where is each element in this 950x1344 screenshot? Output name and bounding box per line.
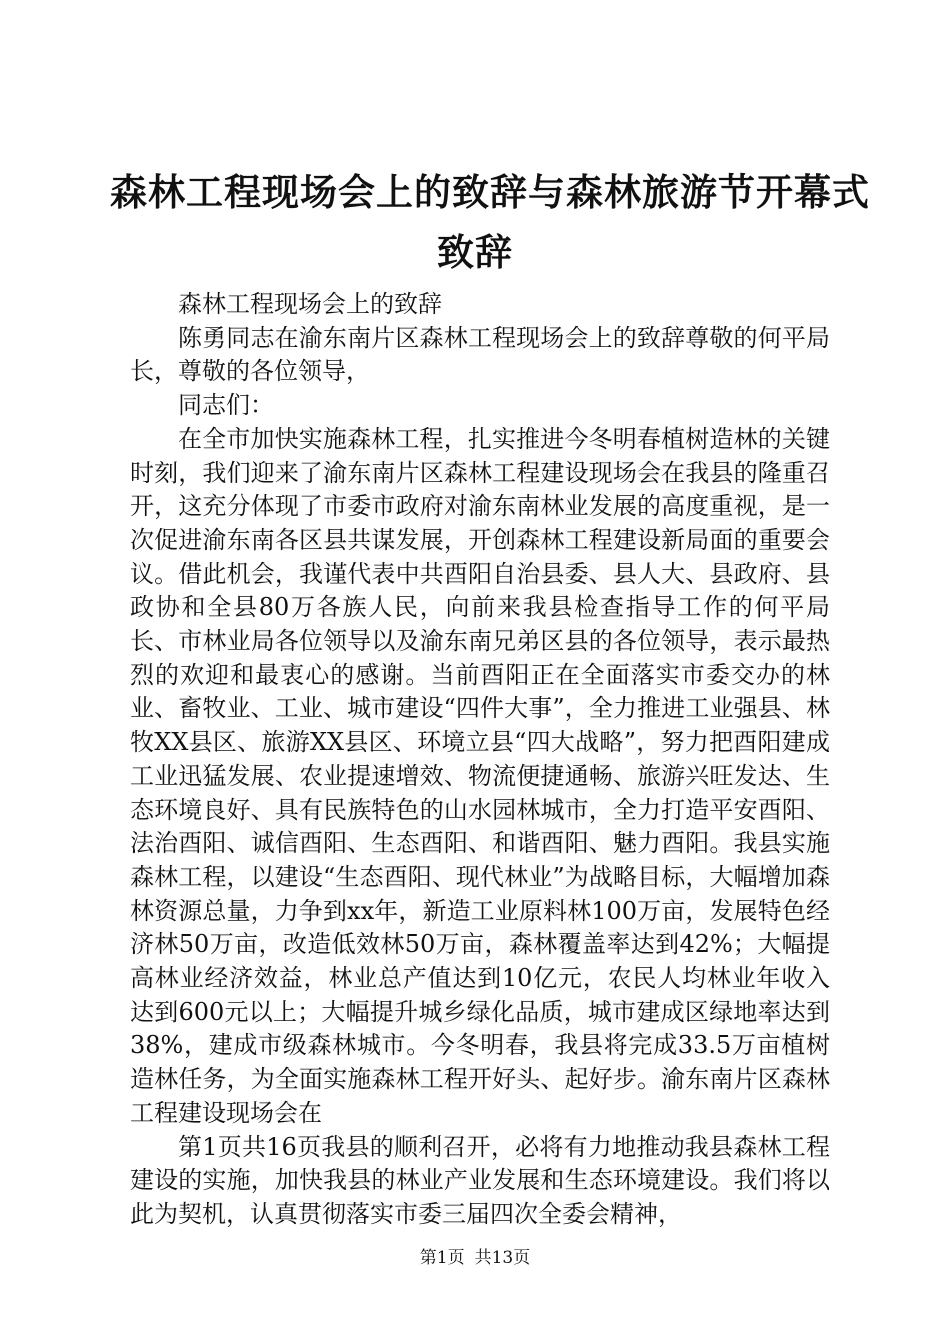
paragraph-continuation: 第1页共16页我县的顺利召开，必将有力地推动我县森林工程建设的实施，加快我县的林业产业发展和生态环境建设。我们将以此为契机，认真贯彻落实市委三届四次全委会精神， (130, 1132, 830, 1228)
paragraph-salutation: 同志们： (178, 391, 274, 420)
document-title-line-2: 致辞 (437, 230, 513, 274)
paragraph-main: 在全市加快实施森林工程，扎实推进今冬明春植树造林的关键时刻，我们迎来了渝东南片区森林工程建设现场会在我县的隆重召开，这充分体现了市委市政府对渝东南林业发展的高度重视，是一次促进渝东南各区县共谋发展，开创森林工程建设新局面的重要会议。借此机会，我谨代表中共酉阳自治县委、县人大、县政府、县政协和全县80万各族人民，向前来我县检查指导工作的何平局长、市林业局各位领导以及渝东南兄弟区县的各位领导，表示最热烈的欢迎和最衷心的感谢。当前酉阳正在全面落实市委交办的林业、畜牧业、工业、城市建设“四件大事”，全力推进工业强县、林牧XX县区、旅游XX县区、环境立县“四大战略”，努力把酉阳建成工业迅猛发展、农业提速增效、物流便捷通畅、旅游兴旺发达、生态环境良好、具有民族特色的山水园林城市，全力打造平安酉阳、法治酉阳、诚信酉阳、生态酉阳、和谐酉阳、魅力酉阳。我县实施森林工程，以建设“生态酉阳、现代林业”为战略目标，大幅增加森林资源总量，力争到xx年，新造工业原料林100万亩，发展特色经济林50万亩，改造低效林50万亩，森林覆盖率达到42%；大幅提高林业经济效益，林业总产值达到10亿元，农民人均林业年收入达到600元以上；大幅提升城乡绿化品质，城市建成区绿地率达到38%，建成市级森林城市。今冬明春，我县将完成33.5万亩植树造林任务，为全面实施森林工程开好头、起好步。渝东南片区森林工程建设现场会在 (130, 424, 830, 1127)
page-total: 共13页 (474, 1248, 531, 1268)
page-footer (0, 1243, 950, 1268)
paragraph-greeting: 陈勇同志在渝东南片区森林工程现场会上的致辞尊敬的何平局长，尊敬的各位领导， (130, 323, 830, 386)
document-body (130, 288, 830, 1232)
document-title-line-1: 森林工程现场会上的致辞与森林旅游节开幕式 (110, 170, 870, 214)
paragraph-subtitle: 森林工程现场会上的致辞 (178, 290, 442, 318)
page-number: 第1页 (419, 1248, 465, 1268)
